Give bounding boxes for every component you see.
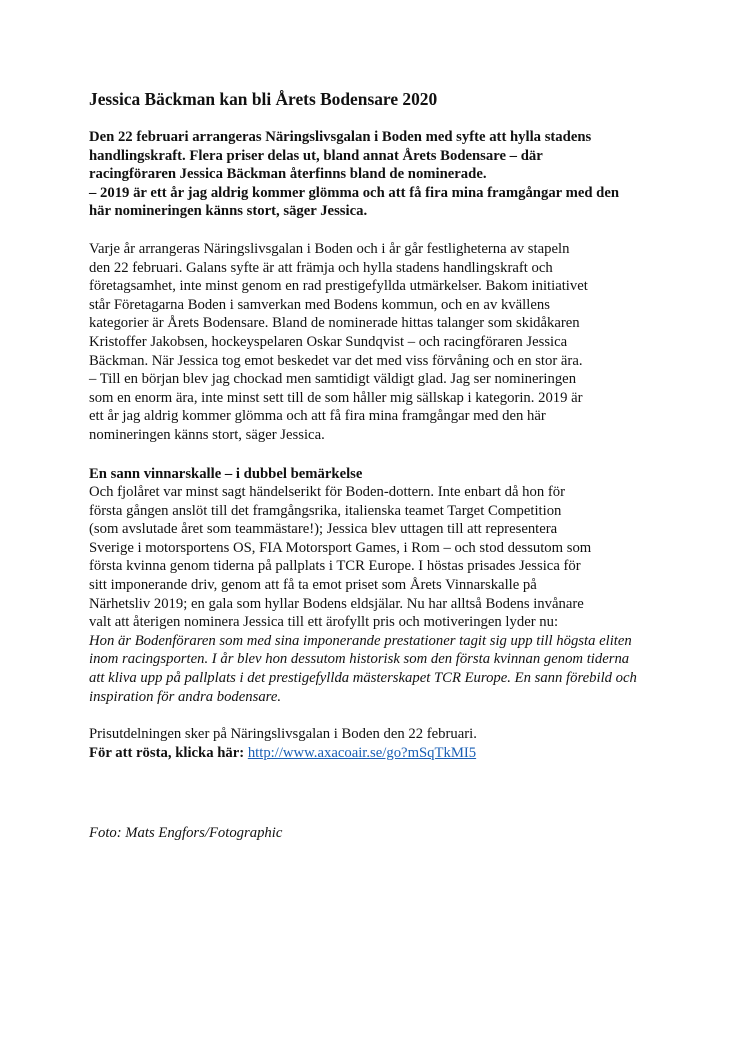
body-line: Närhetsliv 2019; en gala som hyllar Bodens eldsjälar. Nu har alltså Bodens invånare: [89, 595, 584, 612]
lead-paragraph: [89, 128, 669, 221]
body-line: (som avslutade året som teammästare!); Jessica blev uttagen till att representera: [89, 521, 558, 538]
body-line: nomineringen känns stort, säger Jessica.: [89, 426, 325, 443]
lead-line: här nomineringen känns stort, säger Jessica.: [89, 203, 368, 220]
article-title: Jessica Bäckman kan bli Årets Bodensare 2020: [89, 89, 438, 109]
body-line: står Företagarna Boden i samverkan med Bodens kommun, och en av kvällens: [89, 296, 550, 313]
vote-link[interactable]: http://www.axacoair.se/go?mSqTkMI5: [247, 744, 477, 761]
lead-line: racingföraren Jessica Bäckman återfinns bland de nominerade.: [89, 166, 487, 183]
body-line: valt att återigen nominera Jessica till ett ärofyllt pris och motiveringen lyder nu:: [89, 614, 559, 631]
article: [89, 88, 669, 843]
vote-label: För att rösta, klicka här:: [89, 744, 245, 761]
body-line: första gången anslöt till det framgångsrika, italienska teamet Target Competition: [89, 502, 562, 519]
body-line: kategorier är Årets Bodensare. Bland de nominerade hittas talanger som skidåkaren: [89, 315, 580, 332]
body-line: Bäckman. När Jessica tog emot beskedet var det med viss förvåning och en stor ära.: [89, 352, 583, 369]
quote-line: inom racingsporten. I år blev hon dessutom historisk som den första kvinnan genom tiderna: [89, 651, 630, 668]
lead-line: handlingskraft. Flera priser delas ut, bland annat Årets Bodensare – där: [89, 147, 543, 164]
body-line: som en enorm ära, inte minst sett till de som håller mig sällskap i kategorin. 2019 är: [89, 389, 583, 406]
body-paragraph-1: [89, 240, 669, 445]
body-line: sitt imponerande driv, genom att få ta emot priset som Årets Vinnarskalle på: [89, 577, 537, 594]
lead-line: – 2019 är ett år jag aldrig kommer glömma och att få fira mina framgångar med den: [89, 184, 620, 201]
body-line: Varje år arrangeras Näringslivsgalan i Boden och i år går festligheterna av stapeln: [89, 240, 570, 257]
body-line: företagsamhet, inte minst genom en rad prestigefyllda utmärkelser. Bakom initiativet: [89, 278, 588, 295]
vote-line: [89, 744, 669, 763]
body-paragraph-2: [89, 465, 669, 707]
quote-line: att kliva upp på pallplats i det prestigefyllda mästerskapet TCR Europe. En sann förebild och: [89, 670, 637, 687]
closing-text: Prisutdelningen sker på Näringslivsgalan i Boden den 22 februari.: [89, 726, 477, 743]
lead-line: Den 22 februari arrangeras Näringslivsgalan i Boden med syfte att hylla stadens: [89, 129, 592, 145]
quote-line: Hon är Bodenföraren som med sina imponerande prestationer tagit sig upp till högsta eliten: [89, 632, 632, 649]
body-line: Sverige i motorsportens OS, FIA Motorsport Games, i Rom – och stod dessutom som: [89, 539, 592, 556]
photo-credit: Foto: Mats Engfors/Fotographic: [89, 825, 283, 842]
body-line: Kristoffer Jakobsen, hockeyspelaren Oskar Sundqvist – och racingföraren Jessica: [89, 333, 568, 350]
body-line: ett år jag aldrig kommer glömma och att få fira mina framgångar med den här: [89, 408, 546, 425]
section-heading: En sann vinnarskalle – i dubbel bemärkelse: [89, 465, 363, 482]
body-line: – Till en början blev jag chockad men samtidigt väldigt glad. Jag ser nomineringen: [89, 371, 577, 388]
body-line: Och fjolåret var minst sagt händelserikt för Boden-dottern. Inte enbart då hon för: [89, 484, 565, 501]
quote-line: inspiration för andra bodensare.: [89, 688, 282, 705]
closing-paragraph: [89, 725, 669, 762]
body-line: första kvinna genom tiderna på pallplats i TCR Europe. I höstas prisades Jessica för: [89, 558, 581, 575]
body-line: den 22 februari. Galans syfte är att främja och hylla stadens handlingskraft och: [89, 259, 553, 276]
